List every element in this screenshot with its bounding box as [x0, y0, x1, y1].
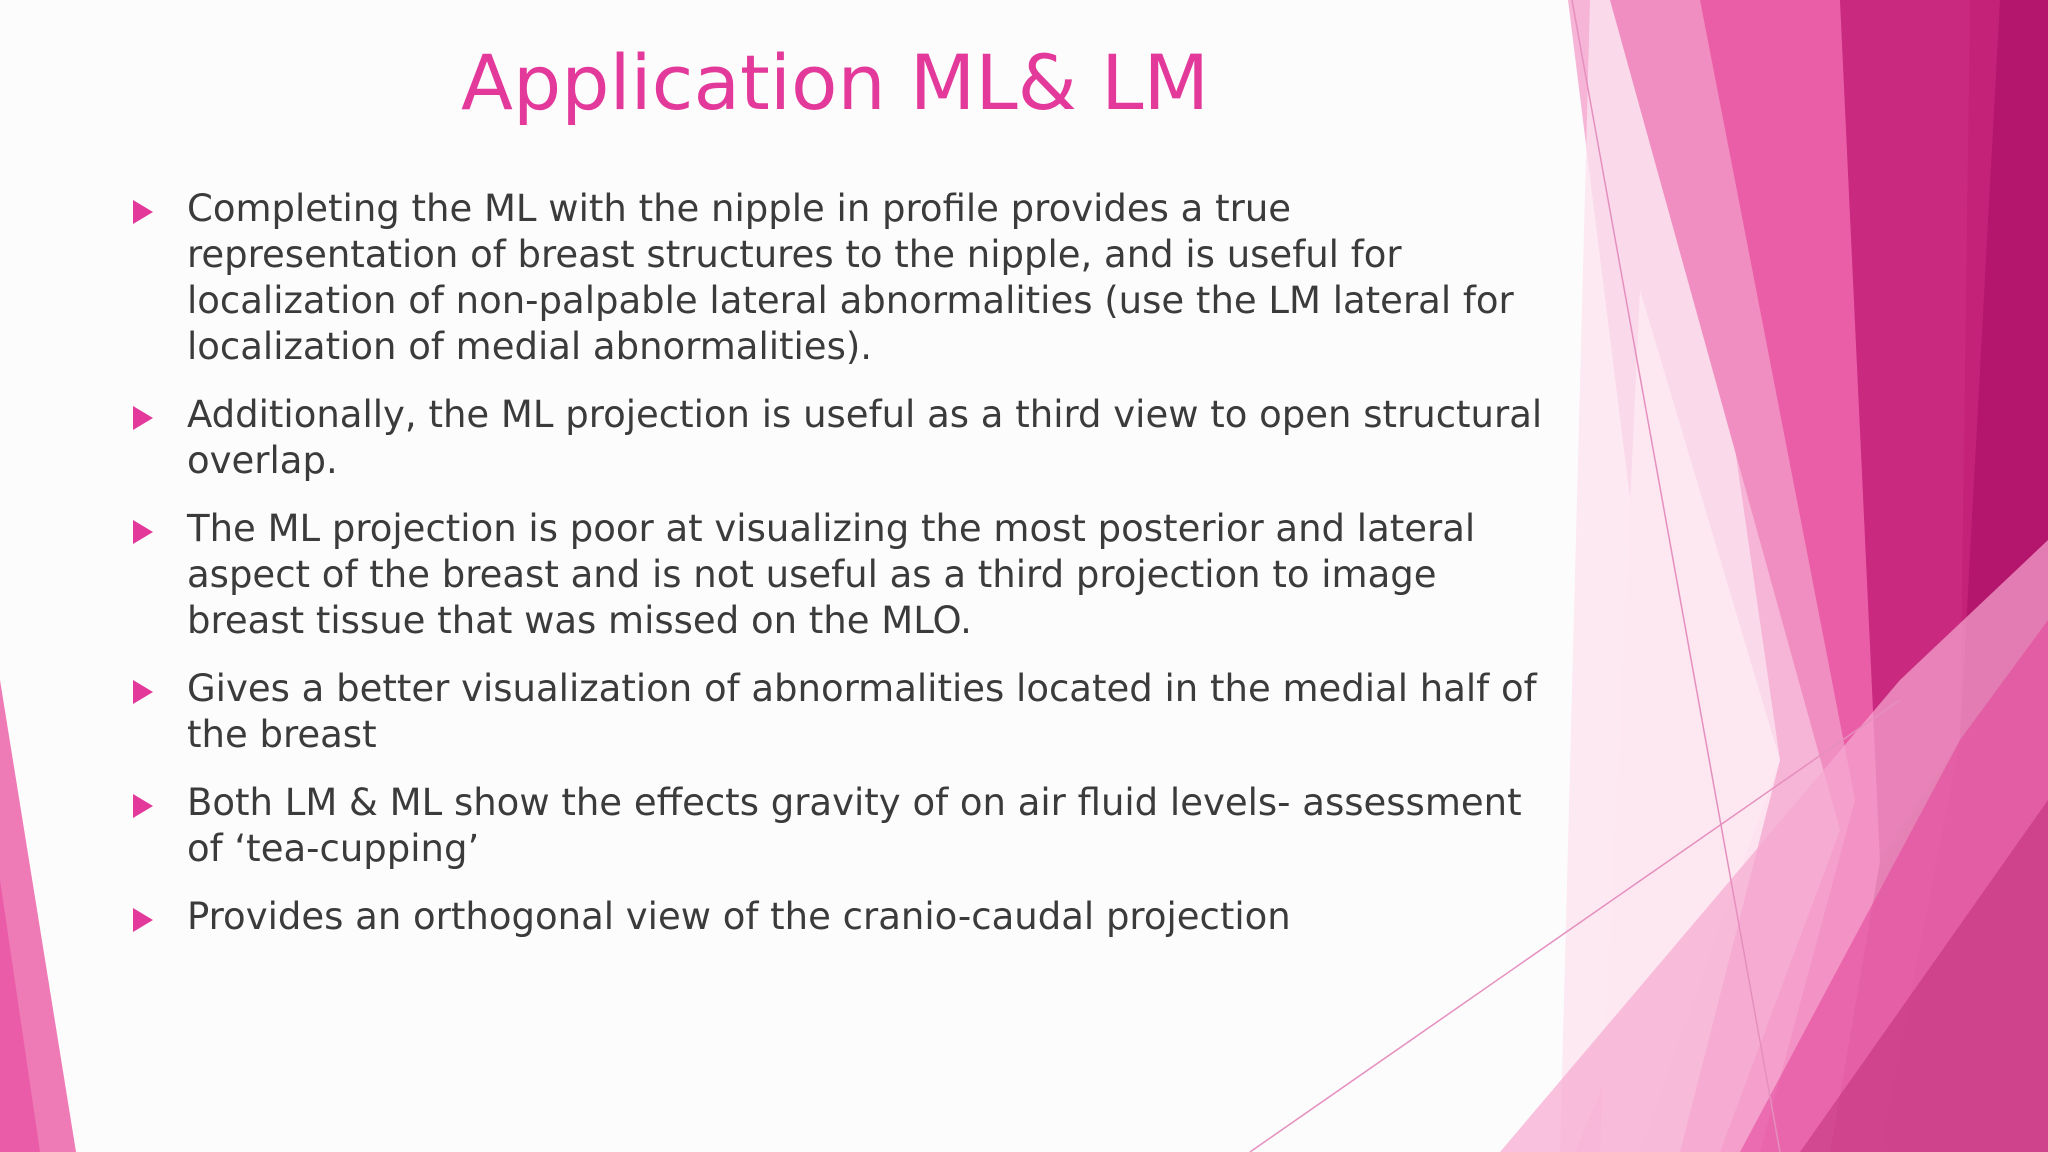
triangle-bullet-icon [133, 520, 153, 544]
bullet-item [128, 780, 1558, 872]
bullet-item [128, 186, 1558, 370]
bullet-item [128, 894, 1558, 940]
triangle-bullet-icon [133, 908, 153, 932]
bullet-item [128, 392, 1558, 484]
bullet-item [128, 506, 1558, 644]
bullet-text: Completing the ML with the nipple in profile provides a true representation of breast structures to the nipple, and is useful for localization of non-palpable lateral abnormalities (use the LM lateral for localization of medial abnormalities). [187, 187, 1514, 368]
bullet-text: Gives a better visualization of abnormalities located in the medial half of the breast [187, 667, 1537, 756]
bullet-item [128, 666, 1558, 758]
bullet-list [128, 186, 1558, 962]
bullet-text: Additionally, the ML projection is useful as a third view to open structural overlap. [187, 393, 1543, 482]
bullet-text: The ML projection is poor at visualizing the most posterior and lateral aspect of the breast and is not useful as a third projection to image breast tissue that was missed on the MLO. [187, 507, 1476, 642]
triangle-bullet-icon [133, 406, 153, 430]
triangle-bullet-icon [133, 680, 153, 704]
triangle-bullet-icon [133, 200, 153, 224]
bullet-text: Both LM & ML show the effects gravity of on air fluid levels- assessment of ‘tea-cupping’ [187, 781, 1522, 870]
triangle-bullet-icon [133, 794, 153, 818]
bullet-text: Provides an orthogonal view of the cranio-caudal projection [187, 895, 1291, 938]
slide-title: Application ML& LM [460, 38, 1210, 127]
